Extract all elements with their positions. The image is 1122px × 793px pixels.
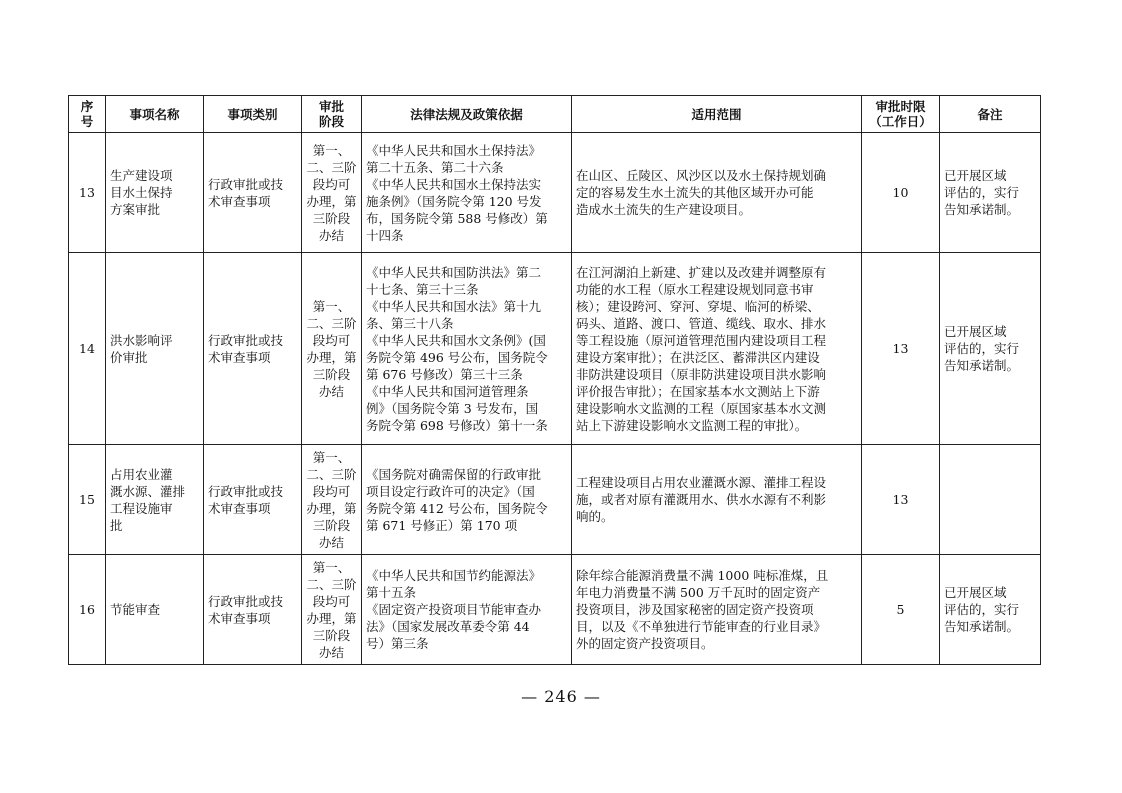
- cell-line: 已开展区域: [944, 168, 1007, 183]
- cell-time: 10: [862, 133, 940, 253]
- cell-line: 已开展区域: [944, 324, 1007, 339]
- cell-name: [106, 253, 204, 445]
- table-row: [69, 445, 1041, 555]
- cell-line: 码头、道路、渡口、管道、缆线、取水、排水: [576, 315, 827, 331]
- cell-type: [204, 445, 302, 555]
- header-note: 备注: [940, 96, 1041, 133]
- cell-line: 评估的，实行: [944, 185, 1020, 200]
- cell-line: 评价报告审批）；在国家基本水文测站上下游: [576, 383, 820, 399]
- cell-line: 办结: [318, 644, 344, 660]
- cell-line: 告知承诺制。: [944, 202, 1020, 217]
- cell-line: 术审查事项: [208, 500, 271, 516]
- cell-line: 十四条: [366, 227, 404, 243]
- approval-items-table: [68, 95, 1041, 665]
- cell-line: 建设方案审批）；在洪泛区、蓄滞洪区内建设: [576, 349, 820, 365]
- cell-line: 行政审批或技: [208, 483, 284, 499]
- cell-line: 洪水影响评: [110, 332, 173, 348]
- cell-line: 条、第三十八条: [366, 315, 454, 331]
- cell-line: 号）第三条: [366, 636, 429, 651]
- cell-line: 法》（国家发展改革委令第 44: [366, 619, 530, 634]
- cell-seq: 16: [69, 555, 106, 665]
- cell-line: 评估的，实行: [944, 602, 1020, 617]
- cell-line: 务院令第 496 号公布，国务院令: [366, 349, 548, 365]
- cell-line: 十七条、第三十三条: [366, 281, 479, 297]
- cell-line: 批: [110, 517, 123, 533]
- cell-line: 生产建设项: [110, 168, 173, 183]
- cell-name: [106, 445, 204, 555]
- cell-line: 占用农业灌: [110, 466, 173, 482]
- cell-line: 建设影响水文监测的工程（原国家基本水文测: [576, 400, 827, 416]
- header-scope: 适用范围: [572, 96, 862, 133]
- cell-line: 段均可: [312, 176, 351, 192]
- cell-line: 方案审批: [110, 202, 161, 217]
- cell-line: 布，国务院令第 588 号修改）第: [366, 210, 548, 226]
- header-seq: 序 号: [69, 96, 106, 133]
- cell-line: 告知承诺制。: [944, 619, 1020, 634]
- cell-line: 目水土保持: [110, 185, 173, 200]
- cell-line: 三阶段: [312, 210, 351, 226]
- cell-name: [106, 133, 204, 253]
- cell-line: 第 676 号修改）第三十三条: [366, 366, 523, 382]
- cell-line: 工程建设项目占用农业灌溉水源、灌排工程设: [576, 475, 827, 490]
- cell-line: 务院令第 412 号公布，国务院令: [366, 500, 548, 516]
- cell-line: 项目设定行政许可的决定》（国: [366, 483, 535, 499]
- cell-line: 响的。: [576, 509, 614, 524]
- cell-line: 办结: [318, 534, 344, 550]
- cell-line: 段均可: [312, 593, 351, 609]
- cell-stage: [302, 555, 362, 665]
- cell-line: 段均可: [312, 483, 351, 499]
- cell-line: 第十五条: [366, 585, 417, 600]
- cell-scope: [572, 253, 862, 445]
- header-stage: 审批 阶段: [302, 96, 362, 133]
- cell-line: 行政审批或技: [208, 176, 284, 192]
- cell-line: 非防洪建设项目（原非防洪建设项目洪水影响: [576, 366, 827, 382]
- cell-line: 二、三阶: [306, 466, 357, 482]
- cell-note: [940, 253, 1041, 445]
- table-row: [69, 253, 1041, 445]
- cell-stage: [302, 253, 362, 445]
- cell-line: 二、三阶: [306, 576, 357, 592]
- cell-line: 《中华人民共和国水土保持法》: [366, 142, 542, 158]
- cell-line: 第一、: [312, 449, 351, 465]
- cell-line: 《中华人民共和国河道管理条: [366, 383, 529, 399]
- cell-line: 施，或者对原有灌溉用水、供水水源有不利影: [576, 492, 827, 507]
- cell-line: 投资项目，涉及国家秘密的固定资产投资项: [576, 602, 814, 617]
- cell-basis: [362, 133, 572, 253]
- header-name: 事项名称: [106, 96, 204, 133]
- cell-line: 段均可: [312, 332, 351, 348]
- table-header-row: [69, 96, 1041, 133]
- cell-scope: [572, 133, 862, 253]
- cell-line: 定的容易发生水土流失的其他区域开办可能: [576, 185, 814, 200]
- cell-line: 办理，第: [306, 500, 357, 516]
- cell-line: 行政审批或技: [208, 332, 284, 348]
- cell-line: 第一、: [312, 559, 351, 575]
- cell-line: 办结: [318, 383, 344, 399]
- cell-line: 第一、: [312, 298, 351, 314]
- cell-line: 《中华人民共和国节约能源法》: [366, 568, 542, 583]
- cell-seq: 13: [69, 133, 106, 253]
- cell-line: 已开展区域: [944, 585, 1007, 600]
- cell-line: 告知承诺制。: [944, 358, 1020, 373]
- table-row: [69, 555, 1041, 665]
- cell-line: 二、三阶: [306, 315, 357, 331]
- header-basis: 法律法规及政策依据: [362, 96, 572, 133]
- cell-line: 节能审查: [110, 602, 161, 617]
- cell-time: 13: [862, 445, 940, 555]
- cell-line: 《国务院对确需保留的行政审批: [366, 466, 542, 482]
- cell-line: 二、三阶: [306, 159, 357, 175]
- cell-line: 《中华人民共和国防洪法》第二: [366, 264, 542, 280]
- cell-line: 办理，第: [306, 349, 357, 365]
- cell-line: 在江河湖泊上新建、扩建以及改建并调整原有: [576, 264, 827, 280]
- header-time: 审批时限 （工作日）: [862, 96, 940, 133]
- cell-line: 第 671 号修正）第 170 项: [366, 517, 518, 533]
- cell-line: 除年综合能源消费量不满 1000 吨标准煤，且: [576, 568, 829, 583]
- cell-stage: [302, 133, 362, 253]
- cell-line: 例》（国务院令第 3 号发布，国: [366, 400, 539, 416]
- cell-seq: 15: [69, 445, 106, 555]
- cell-basis: [362, 445, 572, 555]
- cell-line: 外的固定资产投资项目。: [576, 636, 714, 651]
- cell-line: 三阶段: [312, 517, 351, 533]
- cell-line: 等工程设施（原河道管理范围内建设项目工程: [576, 332, 827, 348]
- cell-type: [204, 133, 302, 253]
- cell-line: 术审查事项: [208, 610, 271, 626]
- cell-time: 13: [862, 253, 940, 445]
- cell-line: 在山区、丘陵区、风沙区以及水土保持规划确: [576, 168, 827, 183]
- cell-line: 《中华人民共和国水法》第十九: [366, 298, 542, 314]
- cell-note: [940, 133, 1041, 253]
- cell-line: 办结: [318, 227, 344, 243]
- cell-scope: [572, 555, 862, 665]
- header-type: 事项类别: [204, 96, 302, 133]
- cell-line: 年电力消费量不满 500 万千瓦时的固定资产: [576, 585, 821, 600]
- cell-line: 第一、: [312, 142, 351, 158]
- cell-line: 《固定资产投资项目节能审查办: [366, 602, 542, 617]
- cell-line: 施条例》（国务院令第 120 号发: [366, 193, 542, 209]
- cell-note: [940, 445, 1041, 555]
- table-row: [69, 133, 1041, 253]
- cell-basis: [362, 555, 572, 665]
- cell-line: 功能的水工程（原水工程建设规划同意书审: [576, 281, 814, 297]
- cell-basis: [362, 253, 572, 445]
- page-number: — 246 —: [521, 687, 601, 706]
- cell-line: 工程设施审: [110, 500, 173, 516]
- cell-line: 三阶段: [312, 366, 351, 382]
- cell-time: 5: [862, 555, 940, 665]
- cell-line: 评估的，实行: [944, 341, 1020, 356]
- cell-type: [204, 253, 302, 445]
- cell-line: 办理，第: [306, 610, 357, 626]
- cell-line: 核）；建设跨河、穿河、穿堤、临河的桥梁、: [576, 298, 820, 314]
- cell-line: 行政审批或技: [208, 593, 284, 609]
- cell-scope: [572, 445, 862, 555]
- cell-line: 《中华人民共和国水文条例》(国: [366, 332, 546, 348]
- cell-line: 造成水土流失的生产建设项目。: [576, 202, 752, 217]
- cell-line: 术审查事项: [208, 193, 271, 209]
- cell-line: 务院令第 698 号修改）第十一条: [366, 417, 548, 433]
- cell-line: 办理，第: [306, 193, 357, 209]
- cell-stage: [302, 445, 362, 555]
- cell-type: [204, 555, 302, 665]
- cell-line: 术审查事项: [208, 349, 271, 365]
- cell-line: 溉水源、灌排: [110, 483, 186, 499]
- cell-line: 站上下游建设影响水文监测工程的审批）。: [576, 417, 808, 433]
- cell-note: [940, 555, 1041, 665]
- cell-line: 第二十五条、第二十六条: [366, 159, 504, 175]
- cell-line: 《中华人民共和国水土保持法实: [366, 176, 542, 192]
- cell-line: 价审批: [110, 349, 148, 365]
- cell-line: 目，以及《不单独进行节能审查的行业目录》: [576, 619, 827, 634]
- cell-line: 三阶段: [312, 627, 351, 643]
- cell-seq: 14: [69, 253, 106, 445]
- cell-name: [106, 555, 204, 665]
